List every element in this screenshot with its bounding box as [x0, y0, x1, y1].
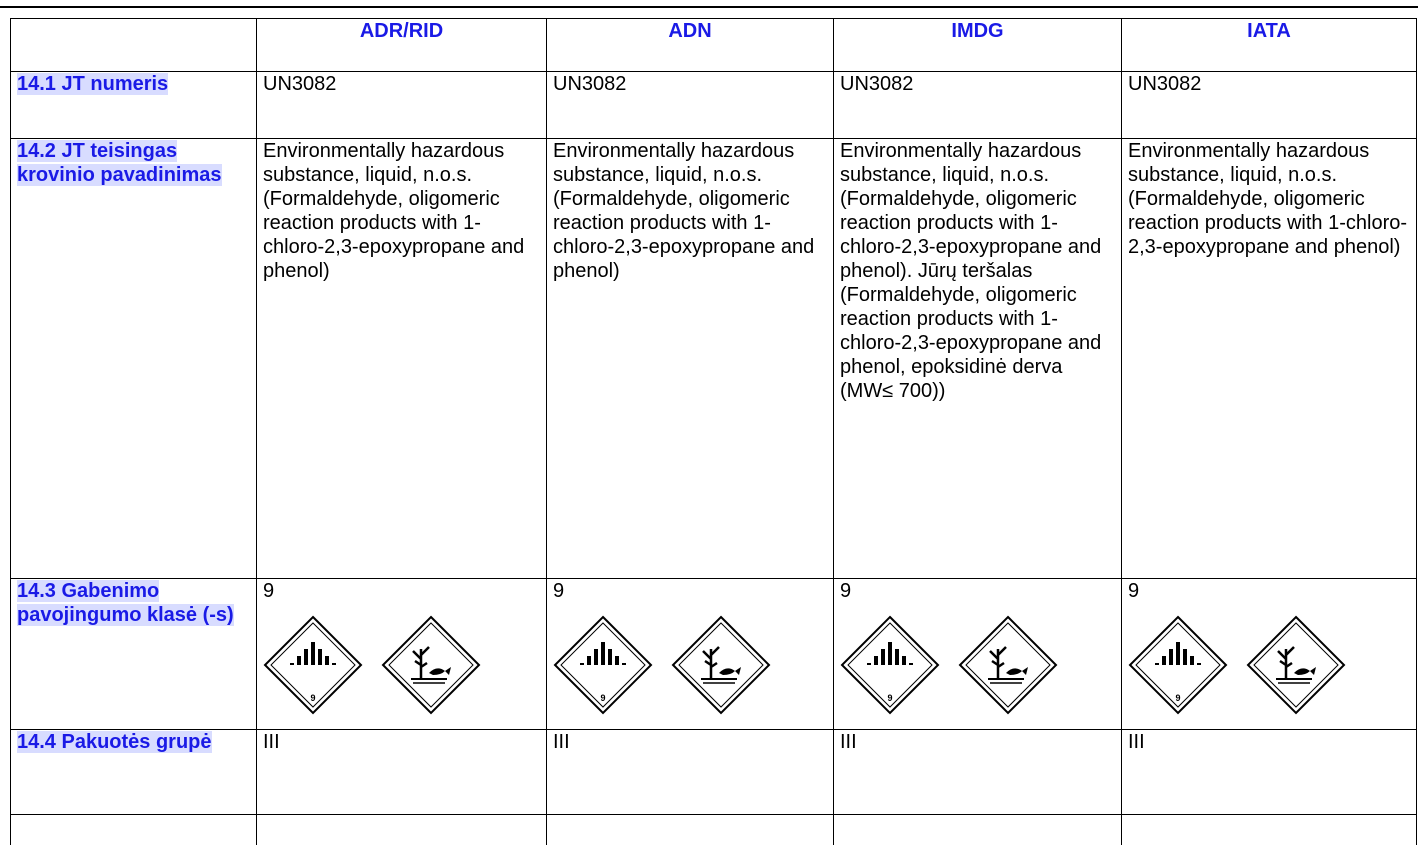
svg-text:9: 9: [600, 693, 606, 703]
row-label-text: 14.2 JT teisingas krovinio pavadinimas: [17, 140, 222, 186]
placard-group: [263, 615, 540, 715]
top-rule: [0, 6, 1418, 8]
table-cell: UN3082: [547, 72, 834, 139]
table-cell: Environmentally hazardous substance, liquid, n.o.s. (Formaldehyde, oligomeric reaction products with 1-chloro-2,3-epoxypropane and phenol): [547, 139, 834, 579]
table-row: [11, 72, 1417, 139]
table-cell: [1122, 815, 1417, 846]
placard-group: [840, 615, 1115, 715]
class-9-placard-icon: [263, 615, 363, 715]
col-header-adn: ADN: [547, 19, 834, 72]
class-9-placard-icon: [553, 615, 653, 715]
table-row: [11, 730, 1417, 815]
environmental-hazard-placard-icon: [381, 615, 481, 715]
table-cell: [834, 815, 1122, 846]
header-row: [11, 19, 1417, 72]
class-9-placard-icon: [840, 615, 940, 715]
svg-text:9: 9: [1175, 693, 1181, 703]
environmental-hazard-placard-icon: [958, 615, 1058, 715]
table-cell: UN3082: [834, 72, 1122, 139]
table-row-partial: [11, 815, 1417, 846]
row-label-text: 14.4 Pakuotės grupė: [17, 731, 212, 753]
row-label-text: 14.3 Gabenimo pavojingumo klasė (-s): [17, 580, 234, 626]
row-label-hazard-class: [11, 579, 257, 730]
environmental-hazard-placard-icon: [1246, 615, 1346, 715]
table-row: [11, 579, 1417, 730]
class-value: 9: [840, 580, 852, 602]
row-label-un-number: [11, 72, 257, 139]
table-cell: [547, 815, 834, 846]
row-label-shipping-name: [11, 139, 257, 579]
table-cell: [547, 579, 834, 730]
class-9-placard-icon: [1128, 615, 1228, 715]
col-header-iata: IATA: [1122, 19, 1417, 72]
table-cell: UN3082: [257, 72, 547, 139]
row-label-packing-group: [11, 730, 257, 815]
table-cell: [257, 815, 547, 846]
table-cell: Environmentally hazardous substance, liquid, n.o.s. (Formaldehyde, oligomeric reaction products with 1-chloro-2,3-epoxypropane and phenol): [1122, 139, 1417, 579]
table-cell: III: [257, 730, 547, 815]
svg-text:9: 9: [887, 693, 893, 703]
placard-group: [553, 615, 827, 715]
col-header-imdg: IMDG: [834, 19, 1122, 72]
header-corner-cell: [11, 19, 257, 72]
transport-info-table: [10, 18, 1417, 845]
environmental-hazard-placard-icon: [671, 615, 771, 715]
table-cell: [257, 579, 547, 730]
placard-group: [1128, 615, 1410, 715]
table-cell: [1122, 579, 1417, 730]
svg-text:9: 9: [310, 693, 316, 703]
table-cell: [834, 579, 1122, 730]
class-value: 9: [553, 580, 565, 602]
table-cell: [11, 815, 257, 846]
table-cell: Environmentally hazardous substance, liquid, n.o.s. (Formaldehyde, oligomeric reaction products with 1-chloro-2,3-epoxypropane and phenol). Jūrų teršalas (Formaldehyde, oligomeric reaction products with 1-chloro-2,3-epoxypropane and phenol, epoksidinė derva (MW≤ 700)): [834, 139, 1122, 579]
table-cell: Environmentally hazardous substance, liquid, n.o.s. (Formaldehyde, oligomeric reaction products with 1-chloro-2,3-epoxypropane and phenol): [257, 139, 547, 579]
col-header-adr-rid: ADR/RID: [257, 19, 547, 72]
table-row: [11, 139, 1417, 579]
class-value: 9: [1128, 580, 1140, 602]
class-value: 9: [263, 580, 275, 602]
table-cell: III: [1122, 730, 1417, 815]
table-cell: III: [834, 730, 1122, 815]
table-cell: UN3082: [1122, 72, 1417, 139]
table-cell: III: [547, 730, 834, 815]
row-label-text: 14.1 JT numeris: [17, 73, 169, 95]
